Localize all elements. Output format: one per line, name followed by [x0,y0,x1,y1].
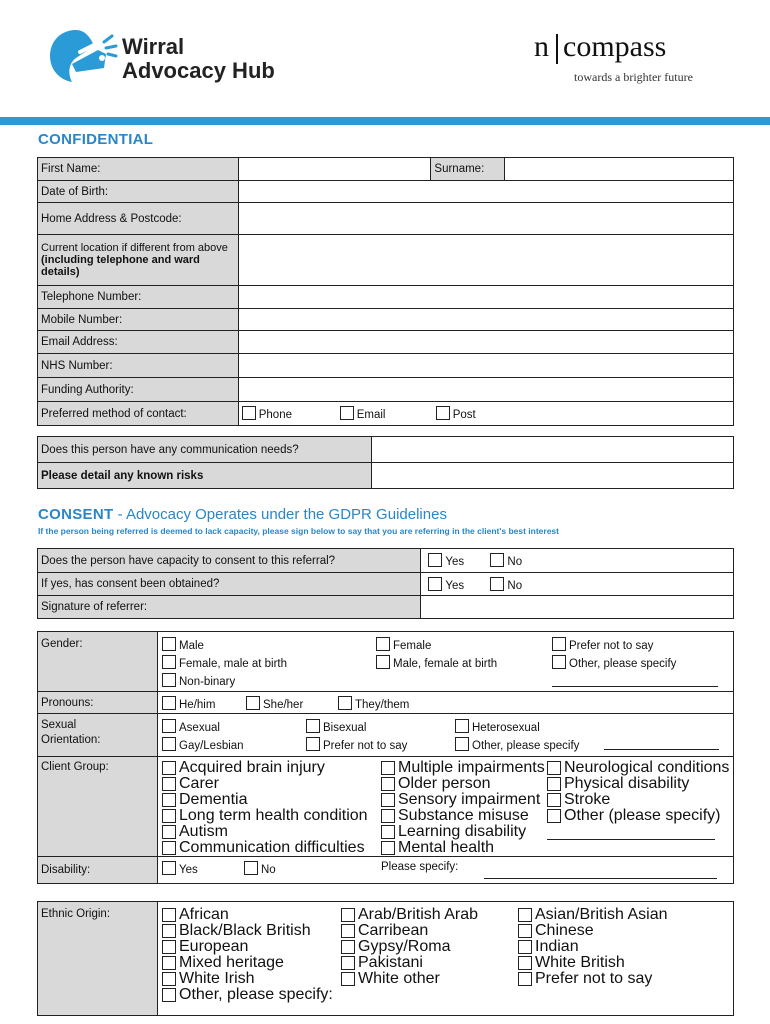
orientation-option-prefer-not: Prefer not to say [306,737,407,752]
client-group-col2: Multiple impairments Older person Sensory impairment Substance misuse Learning disability Mental health [381,760,545,856]
first-name-label: First Name: [38,158,239,181]
consent-table [37,548,734,619]
megaphone-logo-icon [46,24,118,88]
she-her-checkbox[interactable] [246,696,260,710]
needs-risks-table [37,436,734,489]
email-label: Email Address: [38,331,239,354]
sexual-cell [157,714,733,757]
gender-option-male-female-birth: Male, female at birth [376,655,497,670]
mixed-heritage-checkbox[interactable] [162,956,176,970]
ncompass-n: n [534,30,549,63]
neurological-checkbox[interactable] [547,761,561,775]
pakistani-checkbox[interactable] [341,956,355,970]
mobile-label: Mobile Number: [38,309,239,331]
phone-checkbox[interactable] [242,406,256,420]
location-label: Current location if different from above (including telephone and ward details) [38,235,239,286]
sensory-impairment-checkbox[interactable] [381,793,395,807]
ethnic-col3: Asian/British Asian Chinese Indian White British Prefer not to say [518,907,668,987]
consent-note: If the person being referred is deemed to lack capacity, please sign below to say that you are referring in the client's best interest [38,526,559,536]
logo-line-2: Advocacy Hub [122,58,275,83]
he-him-checkbox[interactable] [162,696,176,710]
client-group-col3: Neurological conditions Physical disability Stroke Other (please specify) [547,760,729,824]
carer-checkbox[interactable] [162,777,176,791]
they-them-checkbox[interactable] [338,696,352,710]
carribean-checkbox[interactable] [341,924,355,938]
surname-field[interactable] [505,158,734,181]
gender-option-female-male-birth: Female, male at birth [162,655,287,670]
risks-field[interactable] [371,463,733,489]
capacity-no-checkbox[interactable] [490,553,504,567]
ethnic-col1: African Black/Black British European Mixed heritage White Irish Other, please specify: [162,907,333,1003]
client-group-label: Client Group: [38,757,158,857]
signature-label: Signature of referrer: [38,596,421,619]
pronoun-option-she: She/her [246,696,303,711]
header-divider [0,117,770,125]
capacity-question: Does the person have capacity to consent to this referral? [38,549,421,573]
contact-label: Preferred method of contact: [38,402,239,426]
gender-option-female: Female [376,637,431,652]
autism-checkbox[interactable] [162,825,176,839]
disability-option-no: No [244,861,276,876]
arab-checkbox[interactable] [341,908,355,922]
multiple-impairments-checkbox[interactable] [381,761,395,775]
signature-field[interactable] [421,596,734,619]
address-field[interactable] [238,203,733,235]
gender-prefer-not-checkbox[interactable] [552,637,566,651]
learning-disability-checkbox[interactable] [381,825,395,839]
sexual-label: Sexual Orientation: [38,714,158,757]
telephone-field[interactable] [238,286,733,309]
mental-health-checkbox[interactable] [381,841,395,855]
ethnic-col2: Arab/British Arab Carribean Gypsy/Roma Pakistani White other [341,907,478,987]
asian-checkbox[interactable] [518,908,532,922]
orientation-option-bisexual: Bisexual [306,719,366,734]
disability-specify-line[interactable] [484,878,717,879]
address-label: Home Address & Postcode: [38,203,239,235]
comm-needs-field[interactable] [371,437,733,463]
surname-label: Surname: [431,158,505,181]
post-checkbox[interactable] [436,406,450,420]
gender-option-male: Male [162,637,204,652]
nhs-label: NHS Number: [38,354,239,378]
gender-option-other: Other, please specify [552,655,676,670]
ethnic-prefer-not-checkbox[interactable] [518,972,532,986]
client-other-line[interactable] [547,839,715,840]
confidential-title: CONFIDENTIAL [38,131,154,148]
gender-other-checkbox[interactable] [552,655,566,669]
dob-label: Date of Birth: [38,181,239,203]
pronouns-cell [157,692,733,714]
client-group-col1: Acquired brain injury Carer Dementia Long term health condition Autism Communication difficulties [162,760,368,856]
comm-needs-label: Does this person have any communication needs? [38,437,372,463]
mobile-field[interactable] [238,309,733,331]
disability-specify-label: Please specify: [381,861,459,873]
indian-checkbox[interactable] [518,940,532,954]
orientation-option-asexual: Asexual [162,719,220,734]
consent-question: If yes, has consent been obtained? [38,573,421,596]
disability-yes-checkbox[interactable] [162,861,176,875]
personal-details-table [37,157,734,426]
gender-other-line[interactable] [552,686,718,687]
consent-no-checkbox[interactable] [490,577,504,591]
older-person-checkbox[interactable] [381,777,395,791]
physical-disability-checkbox[interactable] [547,777,561,791]
consent-yes-checkbox[interactable] [428,577,442,591]
european-checkbox[interactable] [162,940,176,954]
chinese-checkbox[interactable] [518,924,532,938]
nhs-field[interactable] [238,354,733,378]
male-checkbox[interactable] [162,637,176,651]
disability-label: Disability: [38,857,158,884]
white-british-checkbox[interactable] [518,956,532,970]
funding-field[interactable] [238,378,733,402]
african-checkbox[interactable] [162,908,176,922]
white-other-checkbox[interactable] [341,972,355,986]
acquired-brain-injury-checkbox[interactable] [162,761,176,775]
capacity-yes-checkbox[interactable] [428,553,442,567]
logo-line-1: Wirral [122,34,185,59]
orientation-prefer-not-checkbox[interactable] [306,737,320,751]
pronouns-label: Pronouns: [38,692,158,714]
orientation-other-line[interactable] [604,749,719,750]
location-field[interactable] [238,235,733,286]
consent-subtitle: - Advocacy Operates under the GDPR Guidelines [113,506,447,523]
capacity-answers: Yes No [421,549,734,573]
gypsy-roma-checkbox[interactable] [341,940,355,954]
orientation-option-gay: Gay/Lesbian [162,737,244,752]
email-checkbox[interactable] [340,406,354,420]
non-binary-checkbox[interactable] [162,673,176,687]
wirral-logo [46,22,306,92]
orientation-option-heterosexual: Heterosexual [455,719,540,734]
disability-option-yes: Yes [162,861,198,876]
gender-option-prefer-not: Prefer not to say [552,637,653,652]
pronoun-option-he: He/him [162,696,215,711]
heterosexual-checkbox[interactable] [455,719,469,733]
female-male-birth-checkbox[interactable] [162,655,176,669]
ncompass-tagline: towards a brighter future [574,70,693,84]
dob-field[interactable] [238,181,733,203]
stroke-checkbox[interactable] [547,793,561,807]
funding-label: Funding Authority: [38,378,239,402]
gender-option-non-binary: Non-binary [162,673,235,688]
substance-misuse-checkbox[interactable] [381,809,395,823]
orientation-option-other: Other, please specify [455,737,579,752]
communication-difficulties-checkbox[interactable] [162,841,176,855]
first-name-field[interactable] [238,158,431,181]
risks-label: Please detail any known risks [38,463,372,489]
bisexual-checkbox[interactable] [306,719,320,733]
gender-label: Gender: [38,632,158,692]
consent-title: CONSENT [38,506,114,523]
ethnic-other-checkbox[interactable] [162,988,176,1002]
ncompass-word: compass [563,30,667,63]
ethnic-label: Ethnic Origin: [38,902,158,1016]
white-irish-checkbox[interactable] [162,972,176,986]
ncompass-divider [556,34,558,64]
asexual-checkbox[interactable] [162,719,176,733]
gay-lesbian-checkbox[interactable] [162,737,176,751]
pronoun-option-they: They/them [338,696,409,711]
male-female-birth-checkbox[interactable] [376,655,390,669]
black-british-checkbox[interactable] [162,924,176,938]
consent-heading [38,506,447,524]
telephone-label: Telephone Number: [38,286,239,309]
consent-answers: Yes No [421,573,734,596]
email-field[interactable] [238,331,733,354]
orientation-other-checkbox[interactable] [455,737,469,751]
client-other-checkbox[interactable] [547,809,561,823]
dementia-checkbox[interactable] [162,793,176,807]
contact-options: Phone Email Post [238,402,733,426]
ncompass-logo [534,30,734,90]
long-term-health-checkbox[interactable] [162,809,176,823]
female-checkbox[interactable] [376,637,390,651]
disability-no-checkbox[interactable] [244,861,258,875]
